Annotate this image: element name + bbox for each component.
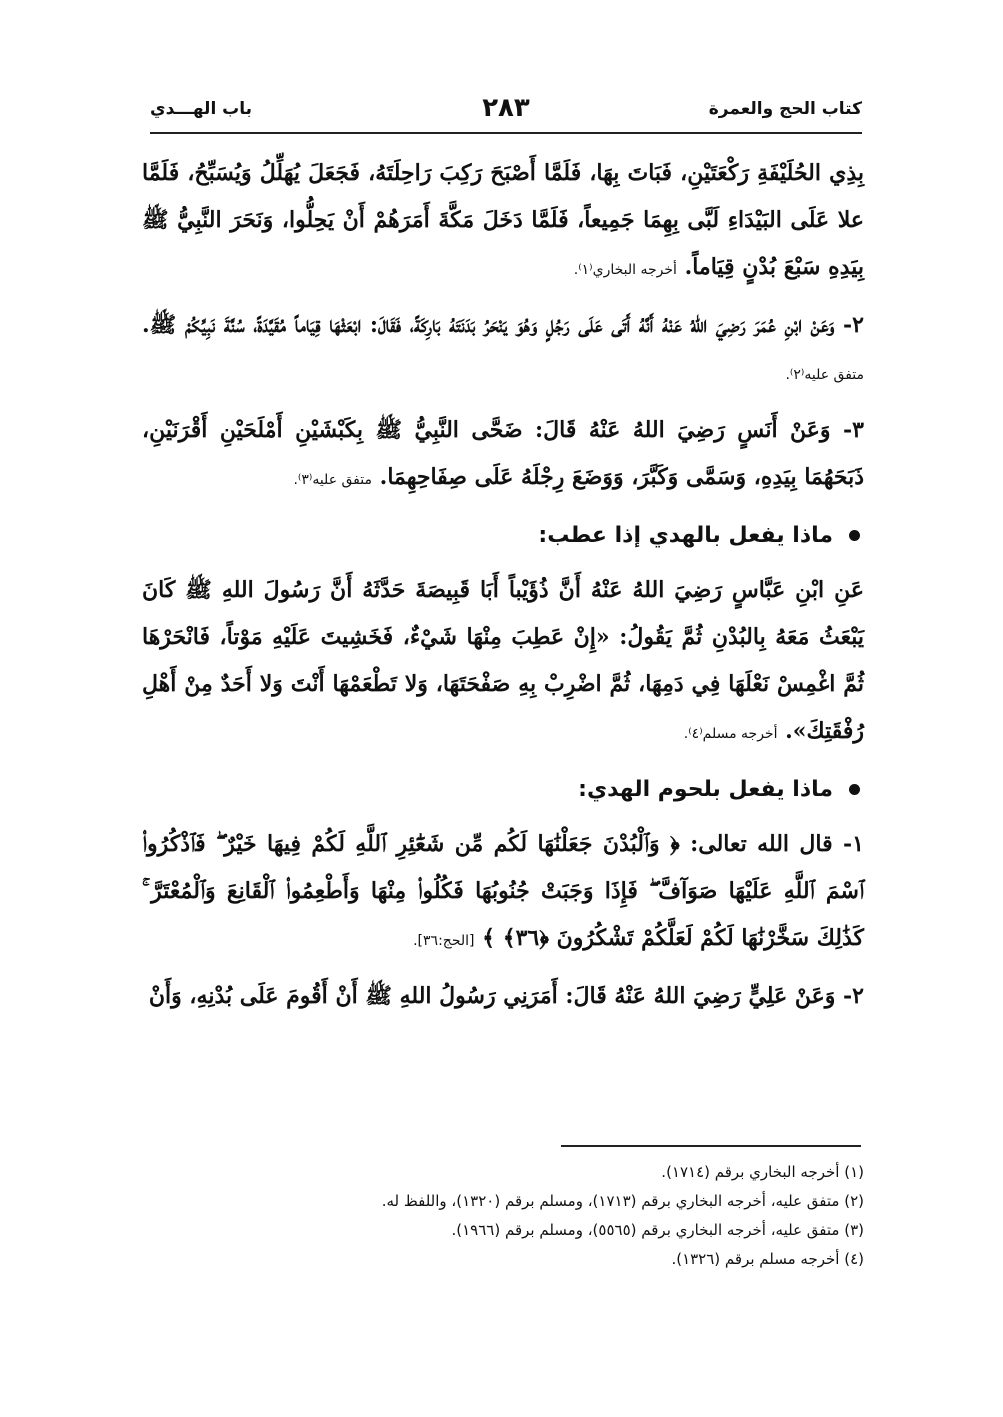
paragraph-6 — [142, 973, 864, 1020]
hadith-reference: أخرجه مسلم⁽٤⁾. — [683, 726, 778, 742]
quran-verse: ﴿ وَٱلْبُدْنَ جَعَلْنَٰهَا لَكُم مِّن شَعَٰٓئِرِ ٱللَّهِ لَكُمْ فِيهَا خَيْرٌ ۖ فَٱذْكُرُوا۟ ٱسْمَ ٱللَّهِ عَلَيْهَا صَوَآفَّ ۖ فَإِذَا وَجَبَتْ جُنُوبُهَا فَكُلُوا۟ مِنْهَا وَأَطْعِمُوا۟ ٱلْقَانِعَ وَٱلْمُعْتَرَّ ۚ كَذَٰلِكَ سَخَّرْنَٰهَا لَكُمْ لَعَلَّكُمْ تَشْكُرُونَ ﴿٣٦﴾ ﴾ — [142, 831, 864, 951]
paragraph-5 — [142, 821, 864, 965]
paragraph-text: وَعَنْ ابْنِ عُمَرَ رَضِيَ اللهُ عَنْهُ أَنَّهُ أَتَى عَلَى رَجُلٍ وَهُوَ يَنْحَرُ بَدَنَتَهُ بَارِكَةً، فَقَالَ: ابْعَثْهَا قِيَاماً مُقَيَّدَةً، سُنَّةَ نَبِيِّكُمْ ﷺ. — [142, 312, 835, 338]
page-number: ٢٨٣ — [482, 93, 530, 123]
paragraph-text: بِذِي الحُلَيْفَةِ رَكْعَتَيْنِ، فَبَاتَ بِهَا، فَلَمَّا أَصْبَحَ رَكِبَ رَاحِلَتَهُ، فَجَعَلَ يُهَلِّلُ وَيُسَبِّحُ، فَلَمَّا علا عَلَى البَيْدَاءِ لَبَّى بِهِمَا جَمِيعاً، فَلَمَّا دَخَلَ مَكَّةَ أَمَرَهُمْ أَنْ يَحِلُّوا، وَنَحَرَ النَّبِيُّ ﷺ بِيَدِهِ سَبْعَ بُدْنٍ قِيَاماً. — [142, 160, 864, 280]
heading-text: ماذا يفعل بلحوم الهدي: — [578, 777, 833, 802]
paragraph-text: وَعَنْ أَنَسٍ رَضِيَ اللهُ عَنْهُ قَالَ: ضَحَّى النَّبِيُّ ﷺ بِكَبْشَيْنِ أَمْلَحَيْنِ أَقْرَنَيْنِ، ذَبَحَهُمَا بِيَدِهِ، وَسَمَّى وَكَبَّرَ، وَوَضَعَ رِجْلَهُ عَلَى صِفَاحِهِمَا. — [142, 417, 864, 490]
hadith-reference: متفق عليه⁽٢⁾. — [785, 367, 864, 383]
footnotes — [142, 1158, 864, 1274]
footnote: (١) أخرجه البخاري برقم (١٧١٤). — [661, 1163, 864, 1181]
verse-reference: [الحج:٣٦]. — [413, 933, 475, 949]
footnote: (٣) متفق عليه، أخرجه البخاري برقم (٥٥٦٥)، ومسلم برقم (١٩٦٦). — [451, 1221, 864, 1239]
item-number: ٢- — [843, 983, 864, 1009]
section-heading — [142, 512, 864, 559]
verse-intro: قال الله تعالى: — [690, 831, 833, 857]
header-divider — [150, 132, 862, 134]
footnote-divider — [561, 1145, 861, 1147]
paragraph-2 — [142, 302, 864, 399]
hadith-reference: متفق عليه⁽٣⁾. — [293, 472, 372, 488]
paragraph-4 — [142, 567, 864, 758]
paragraph-1 — [142, 150, 864, 294]
paragraph-text: عَنِ ابْنِ عَبَّاسٍ رَضِيَ اللهُ عَنْهُ أَنَّ ذُؤَيْباً أَبَا قَبِيصَةَ حَدَّثَهُ أَنَّ رَسُولَ اللهِ ﷺ كَانَ يَبْعَثُ مَعَهُ بِالبُدْنِ ثُمَّ يَقُولُ: «إِنْ عَطِبَ مِنْهَا شَيْءٌ، فَخَشِيتَ عَلَيْهِ مَوْتاً، فَانْحَرْهَا ثُمَّ اغْمِسْ نَعْلَهَا فِي دَمِهَا، ثُمَّ اضْرِبْ بِهِ صَفْحَتَهَا، وَلا تَطْعَمْهَا أَنْتَ وَلا أَحَدٌ مِنْ أَهْلِ رُفْقَتِكَ». — [142, 577, 864, 744]
item-number: ٣- — [843, 417, 864, 443]
paragraph-text: وَعَنْ عَلِيٍّ رَضِيَ اللهُ عَنْهُ قَالَ: أَمَرَنِي رَسُولُ اللهِ ﷺ أَنْ أَقُومَ عَلَى بُدْنِهِ، وَأَنْ — [148, 983, 836, 1009]
footnote: (٤) أخرجه مسلم برقم (١٣٢٦). — [671, 1250, 864, 1268]
item-number: ١- — [843, 831, 864, 857]
book-title: كتاب الحج والعمرة — [708, 99, 862, 119]
page-header — [150, 95, 862, 135]
section-heading — [142, 766, 864, 813]
bullet-icon — [849, 530, 860, 541]
heading-text: ماذا يفعل بالهدي إذا عطب: — [538, 523, 833, 548]
paragraph-3 — [142, 407, 864, 504]
main-text — [142, 150, 864, 1028]
footnote: (٢) متفق عليه، أخرجه البخاري برقم (١٧١٣)، ومسلم برقم (١٣٢٠)، واللفظ له. — [381, 1192, 864, 1210]
chapter-title: باب الهـــدي — [150, 99, 253, 119]
item-number: ٢- — [843, 312, 864, 338]
hadith-reference: أخرجه البخاري⁽١⁾. — [573, 262, 677, 278]
bullet-icon — [849, 784, 860, 795]
